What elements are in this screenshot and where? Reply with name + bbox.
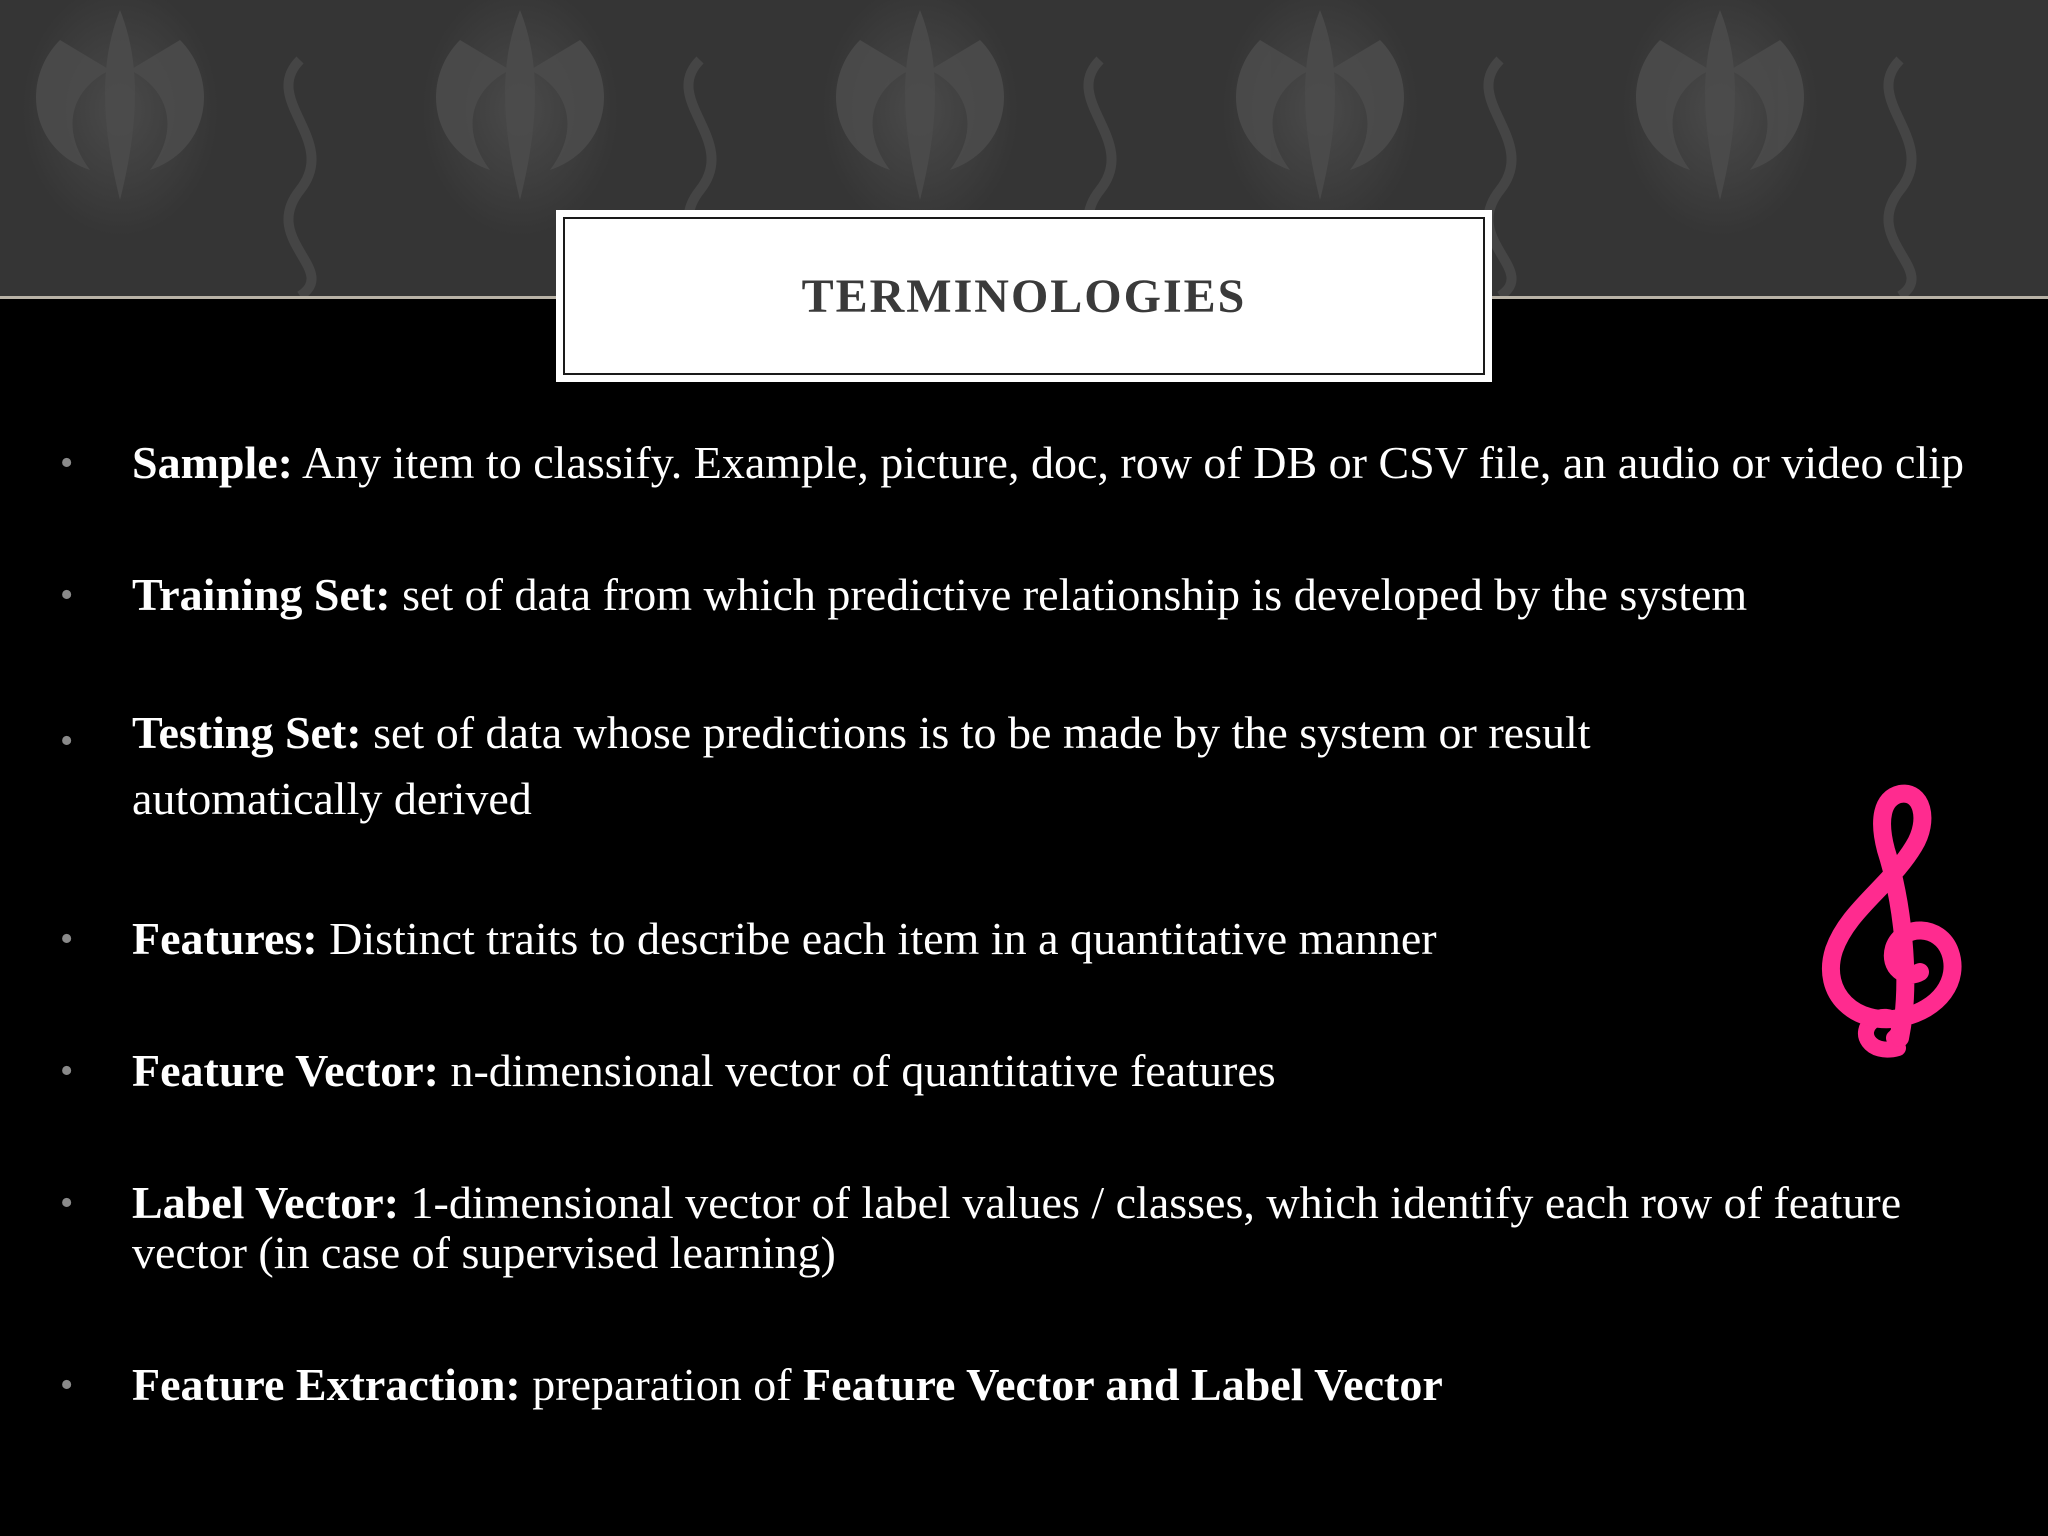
term-definition: preparation of bbox=[520, 1359, 804, 1410]
term-label: Feature Extraction: bbox=[132, 1359, 521, 1410]
bullet-dot: • bbox=[60, 574, 74, 616]
list-item bbox=[60, 438, 2010, 488]
term-label: Sample: bbox=[132, 437, 293, 488]
term-label: Training Set: bbox=[132, 569, 391, 620]
bullet-dot: • bbox=[60, 720, 74, 762]
bullet-list bbox=[60, 438, 2010, 1410]
term-definition: n-dimensional vector of quantitative features bbox=[438, 1045, 1276, 1096]
term-label: Label Vector: bbox=[132, 1177, 400, 1228]
bullet-dot: • bbox=[60, 1050, 74, 1092]
term-label: Feature Vector: bbox=[132, 1045, 439, 1096]
bullet-dot: • bbox=[60, 442, 74, 484]
term-definition: set of data whose predictions is to be made by the system or result automatically derived bbox=[132, 707, 1591, 824]
term-definition: 1-dimensional vector of label values / classes, which identify each row of feature vector (in case of supervised learning) bbox=[132, 1177, 1902, 1278]
list-item bbox=[60, 1178, 1952, 1278]
title-box bbox=[556, 210, 1492, 382]
list-item bbox=[60, 700, 1772, 832]
list-item bbox=[60, 570, 2010, 620]
list-item bbox=[60, 1360, 2010, 1410]
term-definition: Distinct traits to describe each item in a quantitative manner bbox=[317, 913, 1437, 964]
term-label: Testing Set: bbox=[132, 707, 362, 758]
bullet-dot: • bbox=[60, 1364, 74, 1406]
list-item bbox=[60, 1046, 2010, 1096]
slide-title: TERMINOLOGIES bbox=[801, 269, 1247, 323]
treble-clef-icon bbox=[1790, 780, 1980, 1070]
term-definition: set of data from which predictive relationship is developed by the system bbox=[390, 569, 1748, 620]
bullet-dot: • bbox=[60, 918, 74, 960]
term-label: Features: bbox=[132, 913, 318, 964]
bullet-dot: • bbox=[60, 1182, 74, 1224]
term-definition: Any item to classify. Example, picture, doc, row of DB or CSV file, an audio or video clip bbox=[293, 437, 1965, 488]
term-emphasis: Feature Vector and Label Vector bbox=[803, 1359, 1443, 1410]
list-item bbox=[60, 914, 2010, 964]
